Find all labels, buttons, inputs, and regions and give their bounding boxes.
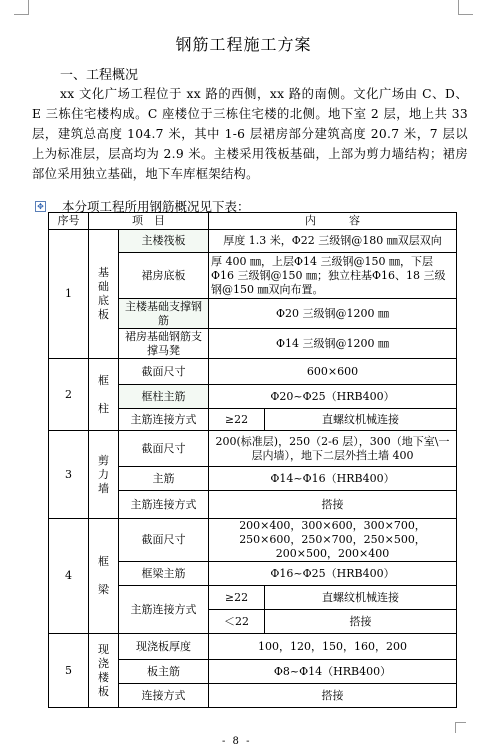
row-item: 截面尺寸 xyxy=(119,359,209,385)
row-content: 搭接 xyxy=(265,610,457,634)
row-item: 板主筋 xyxy=(119,660,209,684)
document-title: 钢筋工程施工方案 xyxy=(175,35,312,54)
row-condition: ＜22 xyxy=(209,610,265,634)
row-item: 现浇板厚度 xyxy=(119,634,209,660)
row-item: 主筋 xyxy=(119,467,209,491)
row-content: 100，120，150，160，200 xyxy=(209,634,457,660)
group-category: 框 柱 xyxy=(89,359,119,431)
header-content: 内 容 xyxy=(209,213,457,230)
group-number: 1 xyxy=(49,230,89,359)
row-content: 600×600 xyxy=(209,359,457,385)
rebar-spec-table xyxy=(48,212,457,708)
page-corner-mark xyxy=(458,0,473,15)
row-content: 厚度 1.3 米，Φ22 三级钢@180 ㎜双层双向 xyxy=(209,230,457,253)
row-content: Φ20~Φ25（HRB400） xyxy=(209,385,457,409)
table-row xyxy=(49,230,457,253)
row-item: 主筋连接方式 xyxy=(119,586,209,634)
table-row xyxy=(49,431,457,467)
row-content: 200×400，300×600，300×700，250×600，250×700，250×500，200×500，200×400 xyxy=(209,519,457,562)
row-content: Φ8~Φ14（HRB400） xyxy=(209,660,457,684)
row-item: 截面尺寸 xyxy=(119,431,209,467)
row-content: Φ14~Φ16（HRB400） xyxy=(209,467,457,491)
table-header-row xyxy=(49,213,457,230)
group-category: 剪 力 墙 xyxy=(89,431,119,519)
table-row xyxy=(49,359,457,385)
row-content: 200(标准层)，250（2-6 层），300（地下室\一层内墙），地下二层外挡土墙 400 xyxy=(209,431,457,467)
row-content: Φ14 三级钢@1200 ㎜ xyxy=(209,329,457,359)
group-number: 3 xyxy=(49,431,89,519)
row-content: Φ16~Φ25（HRB400） xyxy=(209,562,457,586)
row-item: 主楼基础支撑钢筋 xyxy=(119,299,209,329)
row-condition: ≥22 xyxy=(209,409,265,431)
header-no: 序号 xyxy=(49,213,89,230)
table-row xyxy=(49,634,457,660)
row-content: 搭接 xyxy=(209,684,457,708)
row-item: 截面尺寸 xyxy=(119,519,209,562)
row-item: 主筋连接方式 xyxy=(119,409,209,431)
row-content: 直螺纹机械连接 xyxy=(265,586,457,610)
group-number: 2 xyxy=(49,359,89,431)
row-item: 裙房基础钢筋支撑马凳 xyxy=(119,329,209,359)
row-condition: ≥22 xyxy=(209,586,265,610)
page-number: - 8 - xyxy=(222,736,252,747)
page-corner-mark xyxy=(455,722,466,733)
row-content: 搭接 xyxy=(209,491,457,519)
section-heading: 一、工程概况 xyxy=(60,68,139,83)
row-item: 框梁主筋 xyxy=(119,562,209,586)
row-item: 主筋连接方式 xyxy=(119,491,209,519)
group-category: 框 梁 xyxy=(89,519,119,634)
row-item: 连接方式 xyxy=(119,684,209,708)
row-item: 主楼筏板 xyxy=(119,230,209,253)
row-item: 框柱主筋 xyxy=(119,385,209,409)
row-content: 厚 400 ㎜，上层Φ14 三级钢@150 ㎜，下层Φ16 三级钢@150 ㎜；独立柱基Φ16、18 三级钢@150 ㎜双向布置。 xyxy=(209,253,457,299)
group-number: 4 xyxy=(49,519,89,634)
page-corner-mark xyxy=(14,0,29,15)
row-content: Φ20 三级钢@1200 ㎜ xyxy=(209,299,457,329)
table-intro: 本分项工程所用钢筋概况见下表： xyxy=(62,199,250,214)
group-category: 现 浇 楼 板 xyxy=(89,634,119,708)
table-move-handle-icon[interactable]: ✥ xyxy=(35,201,46,212)
table-row xyxy=(49,519,457,562)
header-item: 项 目 xyxy=(89,213,209,230)
row-content: 直螺纹机械连接 xyxy=(265,409,457,431)
row-item: 裙房底板 xyxy=(119,253,209,299)
overview-paragraph: xx 文化广场工程位于 xx 路的西侧，xx 路的南侧。文化广场由 C、D、E 三栋住宅楼构成。C 座楼位于三栋住宅楼的北侧。地下室 2 层，地上共 33 层，建筑总高度 104.7 米，其中 1-6 层裙房部分建筑高度 20.7 米，7 层以上为标准层，层高均为 2.9 米。主楼采用筏板基础，上部为剪力墙结构；裙房部位采用独立基础，地下车库框架结构。 xyxy=(32,87,468,181)
group-category: 基 础 底 板 xyxy=(89,230,119,359)
group-number: 5 xyxy=(49,634,89,708)
